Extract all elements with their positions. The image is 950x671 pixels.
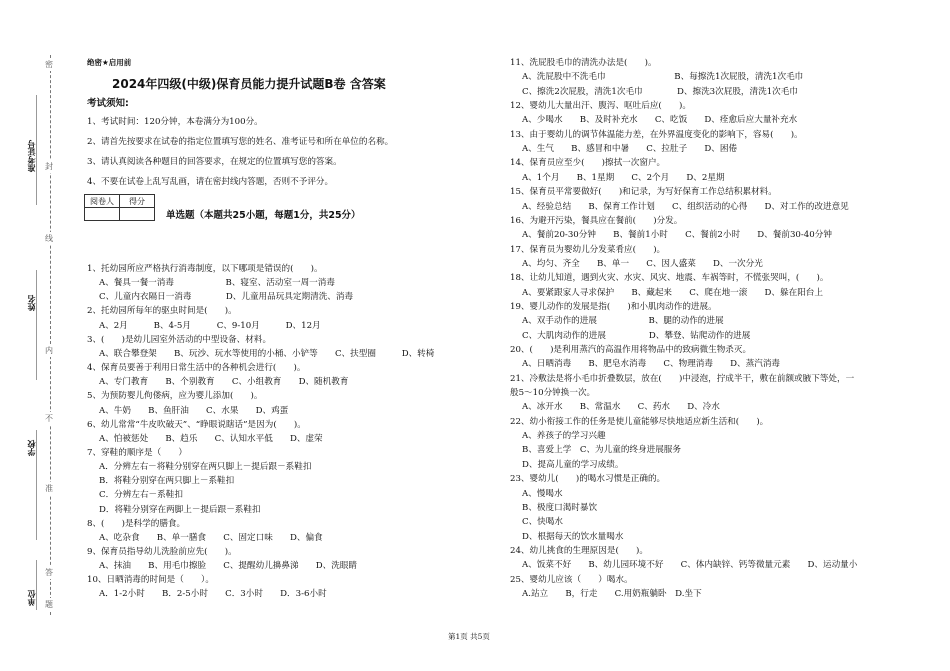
option-text: A、联合攀登架 B、玩沙、玩水等使用的小桶、小铲等 C、扶型圈 D、转椅 [99,348,435,359]
option-text: B、极度口渴时暴饮 [522,502,598,513]
notice-item: 4、不要在试卷上乱写乱画，请在密封线内答题，否则不予评分。 [87,177,334,187]
option-text: A、慢喝水 [522,488,563,499]
binding-dashed-line [50,55,51,615]
option-text: A、怕被惩处 B、趋乐 C、认知水平低 D、虚荣 [99,433,323,444]
page-footer: 第1页 共5页 [448,632,490,641]
option-text: C、擦洗2次屁股，清洗1次毛巾 D、擦洗3次屁股，清洗1次毛巾 [522,86,798,97]
option-text: A、生气 B、感冒和中暑 C、拉肚子 D、困倦 [522,144,738,155]
question-text: 13、由于婴幼儿的调节体温能力差，在外界温度变化的影响下，容易( )。 [510,129,803,140]
question-text: 2、托幼园所每年的驱虫时间是( )。 [87,306,237,317]
question-text: 25、婴幼儿应该（ ）喝水。 [510,574,633,585]
question-text: 18、让幼儿知道，遇到火灾、水灾、风灾、地震、车祸等时，不慌张哭叫，( )。 [510,273,829,284]
question-text: 10、日晒消毒的时间是（ ）。 [87,575,214,586]
score-header-grader: 阅卷人 [85,195,120,208]
question-text: 5、为预防婴儿佝偻病，应为婴儿添加( )。 [87,391,263,402]
option-text: 般5～10分钟换一次。 [510,388,596,399]
score-cell-grader[interactable] [85,208,120,221]
option-text: A、双手动作的进展 B、腿的动作的进展 [522,316,724,327]
option-text: A．1-2小时 B．2-5小时 C．3小时 D．3-6小时 [99,589,327,600]
binding-mark: 不 [45,414,53,423]
option-text: A、餐前20-30分钟 B、餐前1小时 C、餐前2小时 D、餐前30-40分钟 [522,230,832,241]
name-fill-line [36,270,37,380]
question-text: 17、保育员为婴幼儿分发菜肴应( )。 [510,244,666,255]
notice-title: 考试须知: [87,98,129,109]
question-text: 11、洗屁股毛巾的清洗办法是( )。 [510,58,657,68]
option-text: A、餐具一餐一消毒 B、寝室、活动室一周一消毒 [99,278,335,289]
option-text: A、养孩子的学习兴趣 [522,431,606,442]
question-text: 15、保育员平常要做好( )和记录，为写好保育工作总结积累材料。 [510,187,777,198]
binding-label-school: 学校 [27,440,36,456]
option-text: A、日晒消毒 B、肥皂水消毒 C、物理消毒 D、蒸汽消毒 [522,359,781,370]
binding-mark: 答 [45,568,53,577]
question-text: 3、( )是幼儿园室外活动的中型设备、材料。 [87,334,272,345]
option-text: A、冰开水 B、常温水 C、药水 D、冷水 [522,402,720,413]
option-text: A、少喝水 B、及时补充水 C、吃饭 D、痊愈后应大量补充水 [522,115,798,126]
question-text: 24、幼儿挑食的生理原因是( )。 [510,545,648,556]
option-text: D、提高儿童的学习成绩。 [522,459,624,470]
binding-mark: 准 [45,484,53,493]
option-text: A、洗屁股中不洗毛巾 B、每擦洗1次屁股，清洗1次毛巾 [522,72,804,83]
binding-mark: 内 [45,346,53,355]
binding-label-unit: 单位 [27,590,36,606]
question-text: 8、( )是科学的膳食。 [87,518,186,529]
option-text: A、1个月 B、1星期 C、2个月 D、2星期 [522,172,725,183]
question-text: 14、保育员应至少( )擦拭一次窗户。 [510,158,666,169]
option-text: A、吃杂食 B、单一膳食 C、固定口味 D、偏食 [99,532,323,543]
question-text: 22、幼小衔接工作的任务是使儿童能够尽快地适应新生活和( )。 [510,416,769,427]
option-text: B．将鞋分别穿在两只脚上－系鞋扣 [99,476,235,487]
question-text: 4、保育员要善于利用日常生活中的各种机会进行( )。 [87,363,306,374]
option-text: A、2月 B、4-5月 C、9-10月 D、12月 [99,320,321,331]
binding-mark: 线 [45,234,53,243]
score-header-score: 得分 [120,195,155,208]
option-text: D、根据每天的饮水量喝水 [522,531,624,542]
option-text: A.站立 B，行走 C.用奶瓶躺卧 D.坐下 [522,588,702,599]
option-text: A、牛奶 B、鱼肝油 C、水果 D、鸡蛋 [99,405,289,416]
question-text: 21、冷敷法是将小毛巾折叠数层，放在( )中浸泡，拧成半干，敷在前额或腋下等处，一 [510,373,855,384]
score-cell-score[interactable] [120,208,155,221]
secret-mark: 绝密★启用前 [87,58,132,67]
option-text: A．分辨左右－将鞋分别穿在两只脚上－提后跟－系鞋扣 [99,462,312,473]
binding-label-id: 准考证号 [27,140,36,172]
notice-item: 2、请首先按要求在试卷的指定位置填写您的姓名、准考证号和所在单位的名称。 [87,137,394,147]
question-text: 23、婴幼儿( )的喝水习惯是正确的。 [510,474,666,485]
question-text: 7、穿鞋的顺序是（ ） [87,447,187,458]
option-text: A、均匀、齐全 B、单一 C、因人盛菜 D、一次分光 [522,258,763,269]
option-text: C、大肌肉动作的进展 D、攀登、钻爬动作的进展 [522,330,751,341]
question-text: 1、托幼园所应严格执行消毒制度，以下哪项是错误的( )。 [87,264,323,274]
option-text: A、专门教育 B、个别教育 C、小组教育 D、随机教育 [99,377,349,388]
question-text: 6、幼儿常常“牛皮吹破天”、“睁眼说瞎话”是因为( )。 [87,419,306,430]
option-text: B、喜爱上学 C、为儿童的终身进展服务 [522,445,681,456]
page-title: 2024年四级(中级)保育员能力提升试题B卷 含答案 [112,77,386,91]
question-text: 19、婴儿动作的发展是指( )和小肌肉动作的进展。 [510,301,717,312]
question-text: 20、( )是利用蒸汽的高温作用将物品中的致病微生物杀灭。 [510,345,752,355]
option-text: C、快喝水 [522,517,563,528]
notice-item: 3、请认真阅读各种题目的回答要求，在规定的位置填写您的答案。 [87,157,342,167]
option-text: A、抹油 B、用毛巾擦脸 C、提醒幼儿擤鼻涕 D、洗眼睛 [99,561,358,572]
section-title: 单选题（本题共25小题，每题1分，共25分） [166,210,361,221]
score-table [84,194,155,221]
option-text: C、儿童内衣隔日一消毒 D、儿童用品玩具定期清洗、消毒 [99,292,354,303]
notice-item: 1、考试时间：120分钟，本卷满分为100分。 [87,117,263,127]
option-text: A、要紧跟家人寻求保护 B、藏起来 C、爬在地一滚 D、躲在阳台上 [522,287,823,298]
binding-label-name: 姓名 [27,295,36,311]
option-text: D．将鞋分别穿在两脚上－提后跟－系鞋扣 [99,504,261,515]
question-text: 12、婴幼儿大量出汗、腹泻、呕吐后应( )。 [510,101,691,112]
option-text: C．分辨左右－系鞋扣 [99,490,183,501]
binding-mark: 封 [45,162,53,171]
option-text: A、经验总结 B、保育工作计划 C、组织活动的心得 D、对工作的改进意见 [522,201,849,212]
question-text: 16、为避开污染，餐具应在餐前( )分发。 [510,215,683,226]
binding-mark: 密 [45,60,53,69]
question-text: 9、保育员指导幼儿洗脸前应先( )。 [87,547,237,557]
option-text: A、饭菜不好 B、幼儿园环境不好 C、体内缺锌、钙等微量元素 D、运动量小 [522,560,858,571]
binding-mark: 题 [45,600,53,609]
